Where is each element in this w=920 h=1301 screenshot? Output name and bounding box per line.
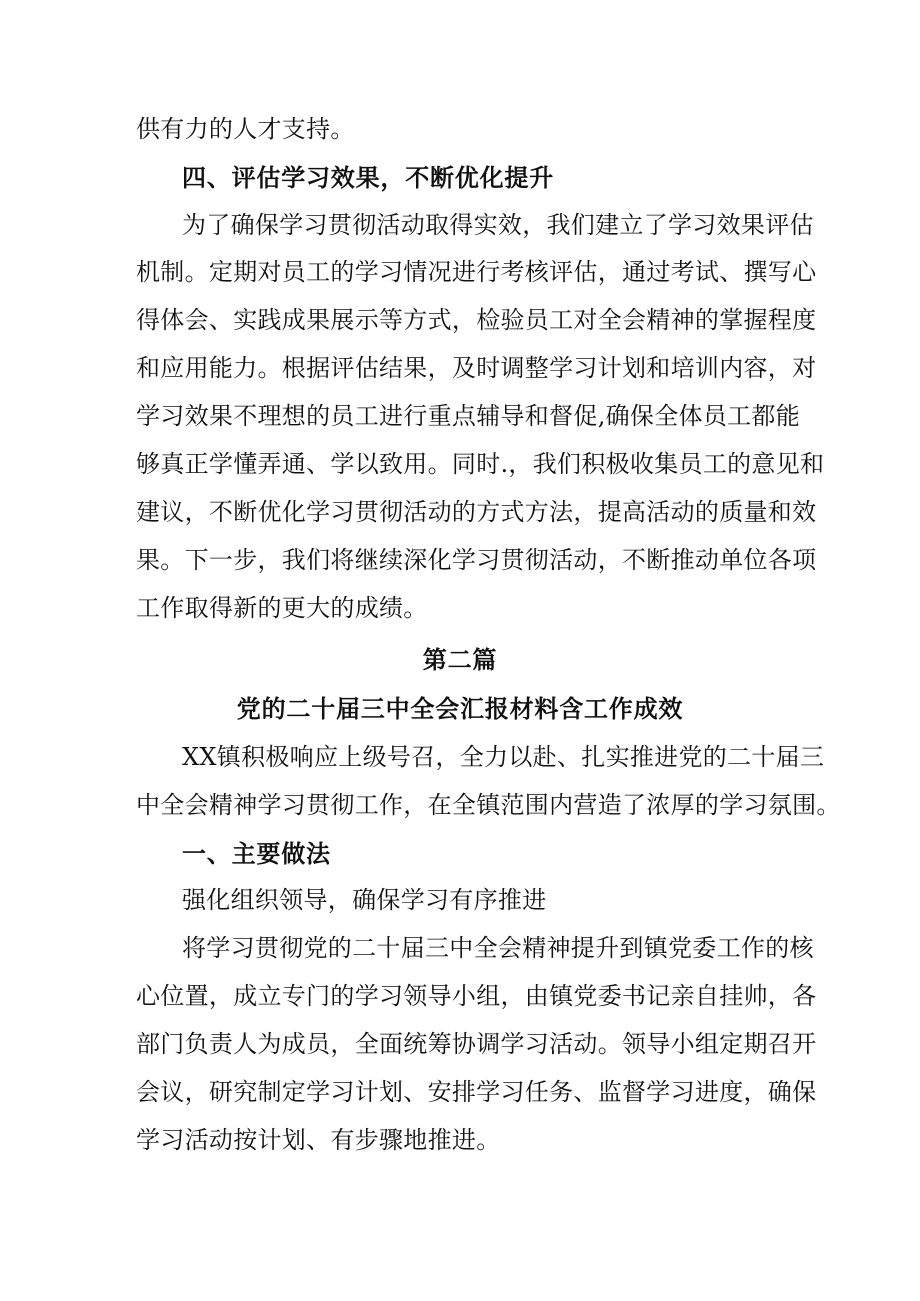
paragraph-line: 部门负责人为成员，全面统筹协调学习活动。领导小组定期召开	[136, 1030, 817, 1058]
paragraph-line: 工作取得新的更大的成绩。	[136, 594, 428, 622]
paragraph-line: 中全会精神学习贯彻工作，在全镇范围内营造了浓厚的学习氛围。	[136, 791, 841, 819]
paragraph-line: 将学习贯彻党的二十届三中全会精神提升到镇党委工作的核	[182, 934, 814, 962]
part-title: 第二篇	[422, 646, 498, 674]
paragraph-line: 机制。定期对员工的学习情况进行考核评估，通过考试、撰写心	[136, 258, 817, 286]
paragraph-line: 够真正学懂弄通、学以致用。同时.，我们积极收集员工的意见和	[136, 450, 825, 478]
paragraph-line: 为了确保学习贯彻活动取得实效，我们建立了学习效果评估	[182, 211, 814, 239]
paragraph-line: 会议，研究制定学习计划、安排学习任务、监督学习进度，确保	[136, 1078, 817, 1106]
paragraph-line: 学习活动按计划、有步骤地推进。	[136, 1126, 501, 1154]
paragraph-line: 学习效果不理想的员工进行重点辅导和督促,确保全体员工都能	[136, 402, 801, 430]
paragraph-line: 心位置，成立专门的学习领导小组，由镇党委书记亲自挂帅，各	[136, 982, 817, 1010]
paragraph-line: XX镇积极响应上级号召，全力以赴、扎实推进党的二十届三	[182, 743, 825, 771]
section-heading-main-practices: 一、主要做法	[182, 840, 331, 868]
subheading: 强化组织领导，确保学习有序推进	[182, 886, 547, 914]
paragraph-line: 供有力的人才支持。	[136, 115, 355, 143]
document-title: 党的二十届三中全会汇报材料含工作成效	[236, 695, 684, 723]
paragraph-line: 建议，不断优化学习贯彻活动的方式方法，提高活动的质量和效	[136, 498, 817, 526]
paragraph-line: 果。下一步，我们将继续深化学习贯彻活动，不断推动单位各项	[136, 546, 817, 574]
section-heading-evaluate: 四、评估学习效果，不断优化提升	[182, 164, 554, 192]
paragraph-line: 和应用能力。根据评估结果，及时调整学习计划和培训内容，对	[136, 354, 817, 382]
paragraph-line: 得体会、实践成果展示等方式，检验员工对全会精神的掌握程度	[136, 306, 817, 334]
